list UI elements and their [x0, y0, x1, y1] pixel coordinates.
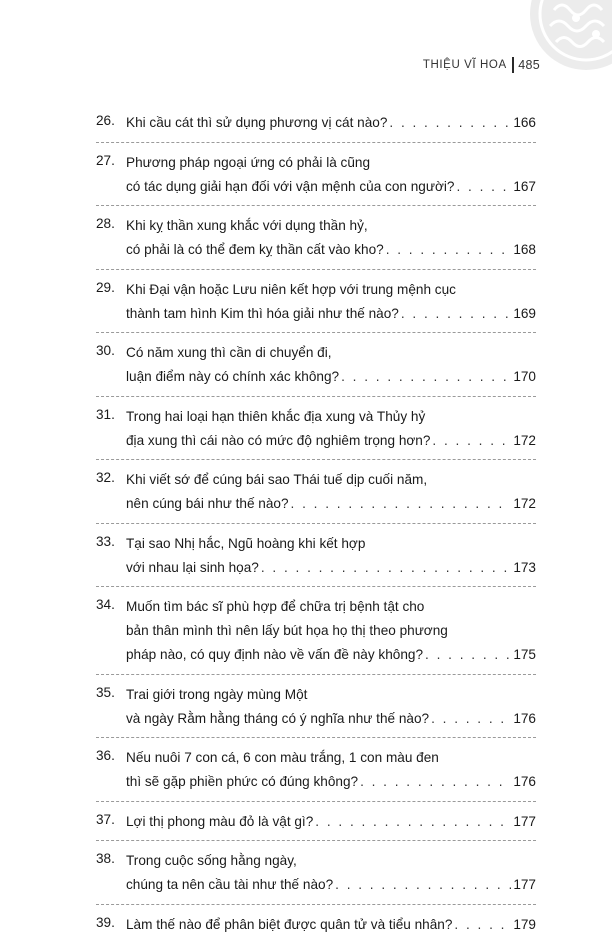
- entry-divider: [96, 840, 536, 841]
- toc-entry-text: Có năm xung thì cần di chuyển đi,: [126, 345, 332, 360]
- dot-leader: [401, 304, 511, 324]
- toc-entry-line: [126, 645, 536, 665]
- dot-leader: [315, 812, 511, 832]
- toc-entry-number: 34.: [96, 597, 115, 612]
- toc-entry-page: 177: [513, 813, 536, 829]
- toc-entry-line: [126, 851, 536, 871]
- running-head: [423, 57, 540, 73]
- toc-entry-line: [126, 534, 536, 554]
- toc-entry-text: Trong cuộc sống hằng ngày,: [126, 853, 297, 868]
- toc-entry-text: Khi kỵ thần xung khắc với dụng thần hỷ,: [126, 218, 368, 233]
- toc-entry-page: 176: [513, 710, 536, 726]
- dot-leader: [425, 645, 511, 665]
- running-head-divider: [512, 57, 515, 73]
- toc-entry-number: 35.: [96, 684, 115, 700]
- toc-entry-number: 33.: [96, 533, 115, 549]
- toc-entry-number: 26.: [96, 113, 115, 128]
- toc-entry-line: [126, 177, 536, 197]
- toc-entry-text: địa xung thì cái nào có mức độ nghiêm trọng hơn?: [126, 432, 431, 448]
- toc-entry-text: Lợi thị phong màu đỏ là vật gì?: [126, 813, 314, 829]
- toc-entry-page: 172: [513, 496, 536, 511]
- toc-entry-number: 28.: [96, 216, 115, 231]
- toc-entry-page: 175: [513, 647, 536, 662]
- toc-entry: [96, 597, 536, 669]
- toc-entry-page: 172: [513, 432, 536, 448]
- toc-entry-page: 177: [513, 877, 536, 892]
- toc-entry-text: Trai giới trong ngày mùng Một: [126, 686, 308, 702]
- entry-divider: [96, 737, 536, 738]
- toc-entry-text: Khi cầu cát thì sử dụng phương vị cát nào?: [126, 115, 388, 130]
- dot-leader: [291, 494, 512, 514]
- toc-entry-line: [126, 280, 536, 300]
- dot-leader: [456, 177, 511, 197]
- toc-entry-line: [126, 812, 536, 832]
- dot-leader: [335, 875, 511, 895]
- toc-entry-number: 39.: [96, 914, 115, 930]
- toc-entry-line: [126, 367, 536, 387]
- toc-entry-text: Khi Đại vận hoặc Lưu niên kết hợp với trung mệnh cục: [126, 281, 456, 297]
- dot-leader: [431, 709, 511, 729]
- toc-entry-number: 37.: [96, 811, 115, 827]
- dot-leader: [432, 431, 511, 451]
- toc-entry-text: thì sẽ gặp phiền phức có đúng không?: [126, 774, 359, 789]
- toc-entry-text: Làm thế nào để phân biệt được quân tử và tiểu nhân?: [126, 916, 453, 932]
- toc-entry-line: [126, 875, 536, 895]
- toc-entry-page: 176: [513, 774, 536, 789]
- toc-entry-text: có phải là có thể đem kỵ thần cất vào kho?: [126, 242, 384, 257]
- toc-entry-text: nên cúng bái như thế nào?: [126, 496, 289, 511]
- toc-entry: [96, 748, 536, 796]
- entry-divider: [96, 801, 536, 802]
- toc-entry-text: Trong hai loại hạn thiên khắc địa xung và Thủy hỷ: [126, 408, 426, 424]
- entry-divider: [96, 523, 536, 524]
- toc-entry: [96, 216, 536, 264]
- toc-entry-line: [126, 685, 536, 705]
- entry-divider: [96, 674, 536, 675]
- toc-entry-line: [126, 621, 536, 641]
- toc-entry-text: với nhau lại sinh họa?: [126, 559, 259, 575]
- toc-entry-line: [126, 597, 536, 617]
- toc-entry: [96, 153, 536, 201]
- toc-entry: [96, 851, 536, 899]
- entry-divider: [96, 396, 536, 397]
- toc-entry-text: bản thân mình thì nên lấy bút họa họ thị theo phương: [126, 623, 448, 638]
- toc-entry: [96, 534, 536, 582]
- toc-entry: [96, 915, 536, 939]
- entry-divider: [96, 332, 536, 333]
- toc-entry-line: [126, 304, 536, 324]
- toc-entry-line: [126, 343, 536, 363]
- toc-entry-text: pháp nào, có quy định nào về vấn đề này không?: [126, 647, 424, 662]
- toc-entry: [96, 470, 536, 518]
- toc-entry-page: 166: [513, 115, 536, 130]
- dot-leader: [389, 113, 511, 133]
- toc-entry-text: chúng ta nên cầu tài như thế nào?: [126, 877, 334, 892]
- toc-entry-page: 168: [513, 242, 536, 257]
- toc-entry-text: luận điểm này có chính xác không?: [126, 369, 340, 384]
- toc-entry-line: [126, 240, 536, 260]
- toc-entry-line: [126, 709, 536, 729]
- toc-entry-line: [126, 153, 536, 173]
- toc-entry: [96, 407, 536, 455]
- toc-entry-text: Khi viết sớ để cúng bái sao Thái tuế dịp cuối năm,: [126, 472, 428, 487]
- toc-entry-number: 38.: [96, 851, 115, 866]
- toc-entry-line: [126, 113, 536, 133]
- dot-leader: [386, 240, 512, 260]
- toc-entry-text: thành tam hình Kim thì hóa giải như thế nào?: [126, 305, 399, 321]
- toc-entry-line: [126, 748, 536, 768]
- toc-entry: [96, 685, 536, 733]
- toc-entry-text: Phương pháp ngoại ứng có phải là cũng: [126, 154, 371, 170]
- toc-entry-page: 173: [513, 559, 536, 575]
- toc-entry-page: 179: [513, 916, 536, 932]
- entry-divider: [96, 269, 536, 270]
- toc-entry-line: [126, 470, 536, 490]
- toc-entry-page: 167: [513, 178, 536, 194]
- toc-entry: [96, 343, 536, 391]
- entry-divider: [96, 904, 536, 905]
- toc-entry-line: [126, 216, 536, 236]
- toc-entry-line: [126, 772, 536, 792]
- toc-entry-number: 27.: [96, 152, 115, 168]
- toc-entry-number: 30.: [96, 343, 115, 358]
- entry-divider: [96, 142, 536, 143]
- toc-entry: [96, 113, 536, 137]
- toc-entry-text: Nếu nuôi 7 con cá, 6 con màu trắng, 1 con màu đen: [126, 750, 439, 765]
- toc-entry-page: 169: [513, 305, 536, 321]
- entry-divider: [96, 205, 536, 206]
- toc-entry-line: [126, 407, 536, 427]
- entry-divider: [96, 586, 536, 587]
- toc-entry-text: Muốn tìm bác sĩ phù hợp để chữa trị bệnh tật cho: [126, 599, 425, 614]
- toc-entry-text: và ngày Rằm hằng tháng có ý nghĩa như thế nào?: [126, 710, 430, 726]
- toc-entry-line: [126, 431, 536, 451]
- toc-entry-number: 36.: [96, 748, 115, 763]
- dot-leader: [360, 772, 511, 792]
- entry-divider: [96, 459, 536, 460]
- toc-entry-page: 170: [513, 369, 536, 384]
- toc-entry-line: [126, 494, 536, 514]
- dot-leader: [261, 558, 511, 578]
- toc-entry-number: 31.: [96, 406, 115, 422]
- running-head-title: THIỆU VĨ HOA: [422, 59, 507, 71]
- toc-entry: [96, 280, 536, 328]
- toc-entry-text: Tại sao Nhị hắc, Ngũ hoàng khi kết hợp: [126, 535, 366, 551]
- toc-entry-line: [126, 915, 536, 935]
- toc-entry: [96, 812, 536, 836]
- toc-entry-line: [126, 558, 536, 578]
- dot-leader: [341, 367, 511, 387]
- toc-entry-text: có tác dụng giải hạn đối với vận mệnh của con người?: [126, 178, 455, 194]
- dot-leader: [454, 915, 511, 935]
- toc-entry-number: 29.: [96, 279, 115, 295]
- running-head-page-number: 485: [518, 58, 540, 72]
- toc-entry-number: 32.: [96, 470, 115, 485]
